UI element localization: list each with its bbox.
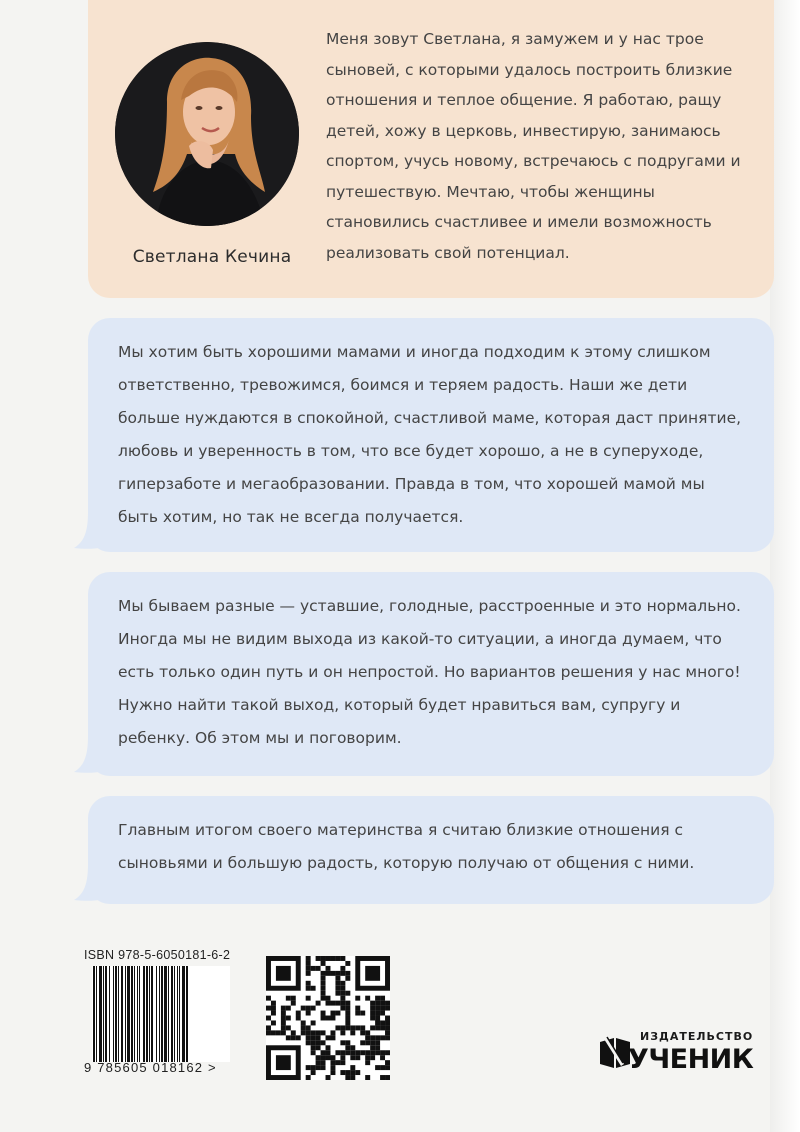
bubble-tail-icon: [74, 864, 114, 904]
quote-text: Мы бываем разные — уставшие, голодные, расстроенные и это нормально. Иногда мы не видим выхода из какой-то ситуации, а иногда думаем, что есть только один путь и он непростой. Но вариантов решения у нас много! Нужно найти такой выход, который будет нравиться вам, супругу и ребенку. Об этом мы и поговорим.: [118, 597, 741, 747]
quote-text: Главным итогом своего материнства я считаю близкие отношения с сыновьями и большую радость, которую получаю от общения с ними.: [118, 821, 695, 872]
bubble-tail-icon: [74, 512, 114, 552]
bubble-tail-icon: [74, 736, 114, 776]
quote-bubble: [88, 572, 774, 776]
quote-bubble: [88, 318, 774, 552]
author-name: Светлана Кечина: [132, 247, 292, 267]
isbn-block: [84, 948, 240, 1080]
barcode-digits: 9 785605 018162 >: [84, 1060, 217, 1075]
quote-bubble: [88, 796, 774, 904]
publisher-label-small: ИЗДАТЕЛЬСТВО: [640, 1030, 754, 1043]
page-edge: [770, 0, 800, 1132]
publisher-logo: [598, 1030, 754, 1078]
book-pen-logo-icon: [598, 1034, 632, 1072]
publisher-name: УЧЕНИК: [628, 1044, 754, 1075]
author-portrait-icon: [115, 42, 299, 226]
author-photo: [115, 42, 299, 226]
qr-code-icon: [266, 956, 390, 1080]
quote-text: Мы хотим быть хорошими мамами и иногда подходим к этому слишком ответственно, тревожимся, боимся и теряем радость. Наши же дети больше нуждаются в спокойной, счастливой маме, которая даст принятие, любовь и уверенность в том, что все будет хорошо, а не в суперуходе, гиперзаботе и мегаобразовании. Правда в том, что хорошей мамой мы быть хотим, но так не всегда получается.: [118, 343, 742, 526]
author-bio: Меня зовут Светлана, я замужем и у нас трое сыновей, с которыми удалось построить близкие отношения и теплое общение. Я работаю, ращу детей, хожу в церковь, инвестирую, занимаюсь спортом, учусь новому, встречаюсь с подругами и путешествую. Мечтаю, чтобы женщины становились счастливее и имели возможность реализовать свой потенциал.: [326, 30, 741, 262]
barcode-icon: [92, 966, 230, 1062]
isbn-label: ISBN 978-5-6050181-6-2: [84, 948, 231, 962]
